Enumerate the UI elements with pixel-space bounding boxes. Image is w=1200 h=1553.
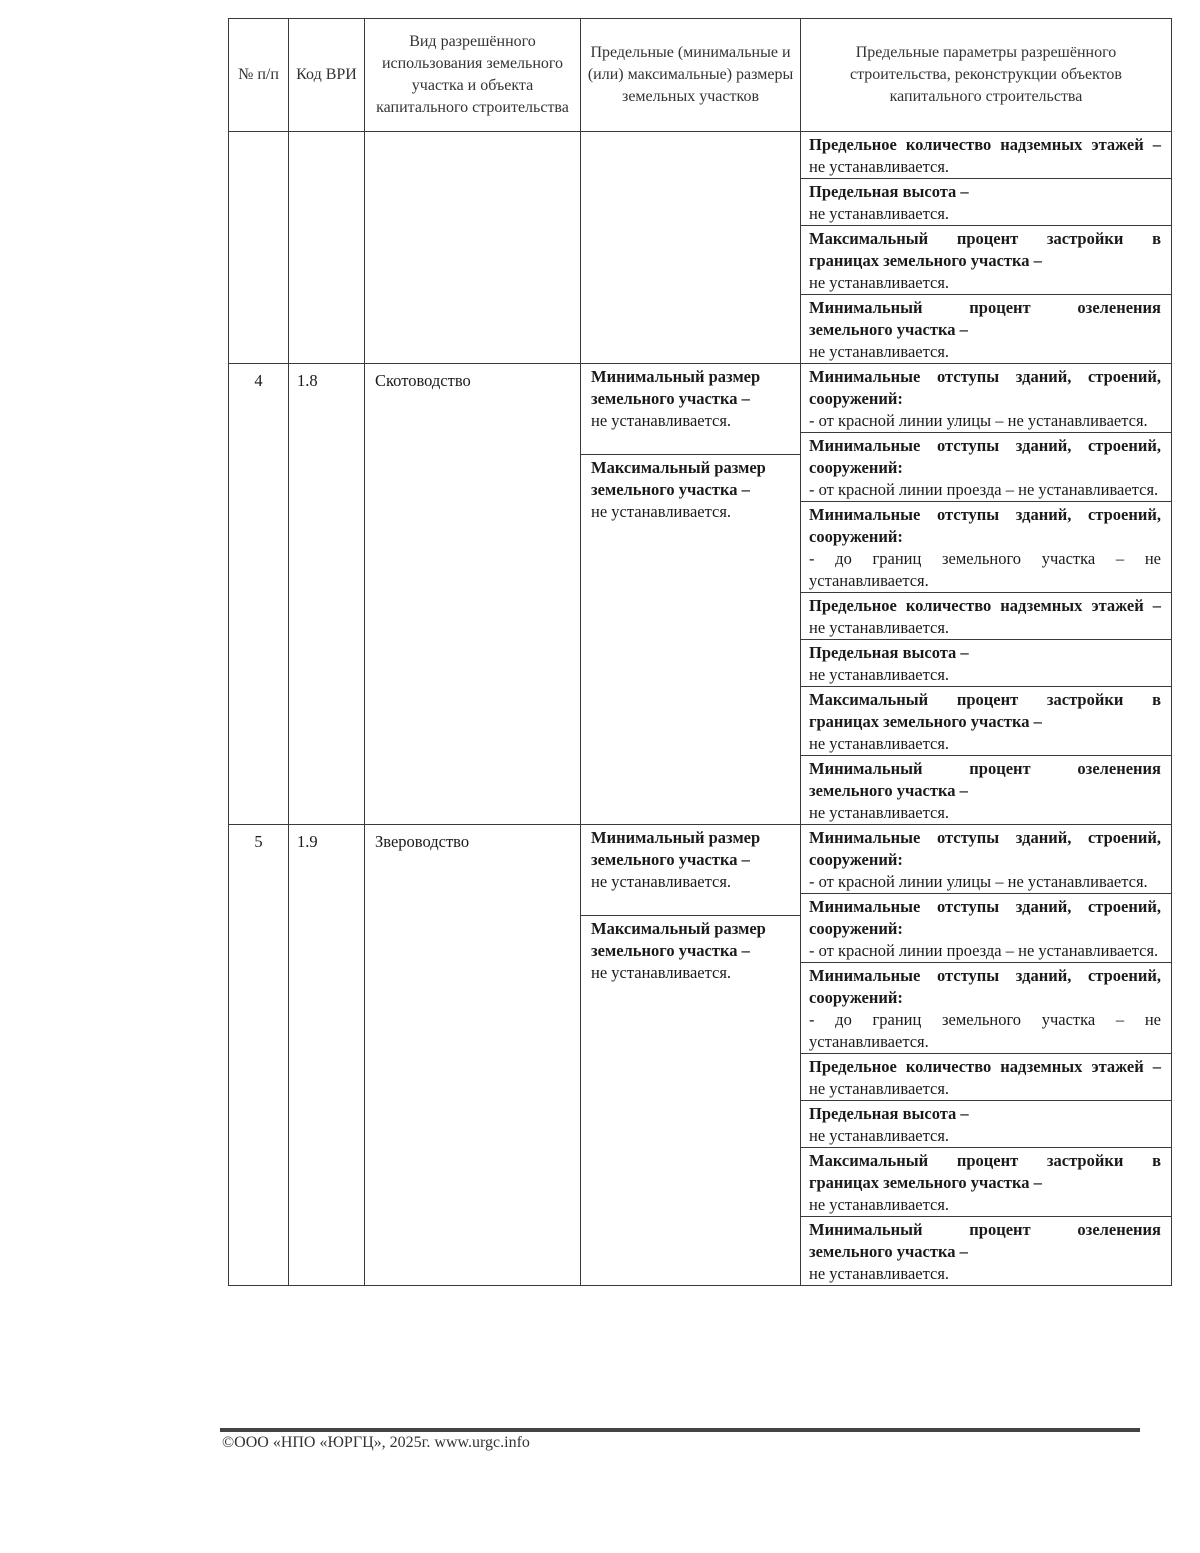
regulations-table [228, 18, 1172, 1286]
size-item: Максимальный размер земельного участка – не устанавливается. [581, 454, 800, 545]
cell-empty [229, 132, 289, 364]
param-item: Минимальные отступы зданий, строений, сооружений: - от красной линии проезда – не устанавливается. [801, 432, 1171, 501]
table-header-row [229, 19, 1172, 132]
header-code: Код ВРИ [289, 19, 365, 132]
cell-empty [581, 132, 801, 364]
row-code: 1.8 [289, 364, 365, 825]
row-code: 1.9 [289, 825, 365, 1286]
param-item: Минимальные отступы зданий, строений, сооружений: - от красной линии улицы – не устанавливается. [809, 367, 1161, 430]
param-item: Максимальный процент застройки в границах земельного участка – не устанавливается. [801, 225, 1171, 294]
row-number: 4 [229, 364, 289, 825]
param-item: Предельное количество надземных этажей – не устанавливается. [809, 135, 1161, 176]
footer-divider [220, 1428, 1140, 1432]
param-item: Предельная высота – не устанавливается. [801, 1100, 1171, 1147]
param-item: Максимальный процент застройки в границах земельного участка – не устанавливается. [801, 686, 1171, 755]
header-number: № п/п [229, 19, 289, 132]
params-cell [801, 364, 1172, 825]
param-item: Минимальный процент озеленения земельного участка – не устанавливается. [801, 1216, 1171, 1285]
cell-empty [289, 132, 365, 364]
row-usage-type: Скотоводство [365, 364, 581, 825]
param-item: Максимальный процент застройки в границах земельного участка – не устанавливается. [801, 1147, 1171, 1216]
cell-empty [365, 132, 581, 364]
header-plot-sizes: Предельные (минимальные и (или) максимальные) размеры земельных участков [581, 19, 801, 132]
table-row [229, 825, 1172, 1286]
header-usage-type: Вид разрешённого использования земельного участка и объекта капитального строительства [365, 19, 581, 132]
param-item: Минимальные отступы зданий, строений, сооружений: - до границ земельного участка – не устанавливается. [801, 962, 1171, 1053]
param-item: Минимальный процент озеленения земельного участка – не устанавливается. [801, 294, 1171, 363]
header-construction-params: Предельные параметры разрешённого строительства, реконструкции объектов капитального строительства [801, 19, 1172, 132]
param-item: Минимальный процент озеленения земельного участка – не устанавливается. [801, 755, 1171, 824]
row-number: 5 [229, 825, 289, 1286]
row-usage-type: Звероводство [365, 825, 581, 1286]
params-cell [801, 825, 1172, 1286]
param-item: Минимальные отступы зданий, строений, сооружений: - до границ земельного участка – не устанавливается. [801, 501, 1171, 592]
table-row [229, 364, 1172, 825]
params-cell [801, 132, 1172, 364]
param-item: Минимальные отступы зданий, строений, сооружений: - от красной линии проезда – не устанавливается. [801, 893, 1171, 962]
footer-copyright: ©ООО «НПО «ЮРГЦ», 2025г. www.urgc.info [222, 1434, 530, 1451]
sizes-cell [581, 364, 801, 825]
param-item: Минимальные отступы зданий, строений, сооружений: - от красной линии улицы – не устанавливается. [809, 828, 1161, 891]
param-item: Предельное количество надземных этажей – не устанавливается. [801, 1053, 1171, 1100]
sizes-cell [581, 825, 801, 1286]
size-item: Максимальный размер земельного участка – не устанавливается. [581, 915, 800, 1006]
param-item: Предельное количество надземных этажей – не устанавливается. [801, 592, 1171, 639]
size-item: Минимальный размер земельного участка – не устанавливается. [591, 367, 761, 430]
param-item: Предельная высота – не устанавливается. [801, 639, 1171, 686]
table-row-continuation [229, 132, 1172, 364]
size-item: Минимальный размер земельного участка – не устанавливается. [591, 828, 761, 891]
param-item: Предельная высота – не устанавливается. [801, 178, 1171, 225]
